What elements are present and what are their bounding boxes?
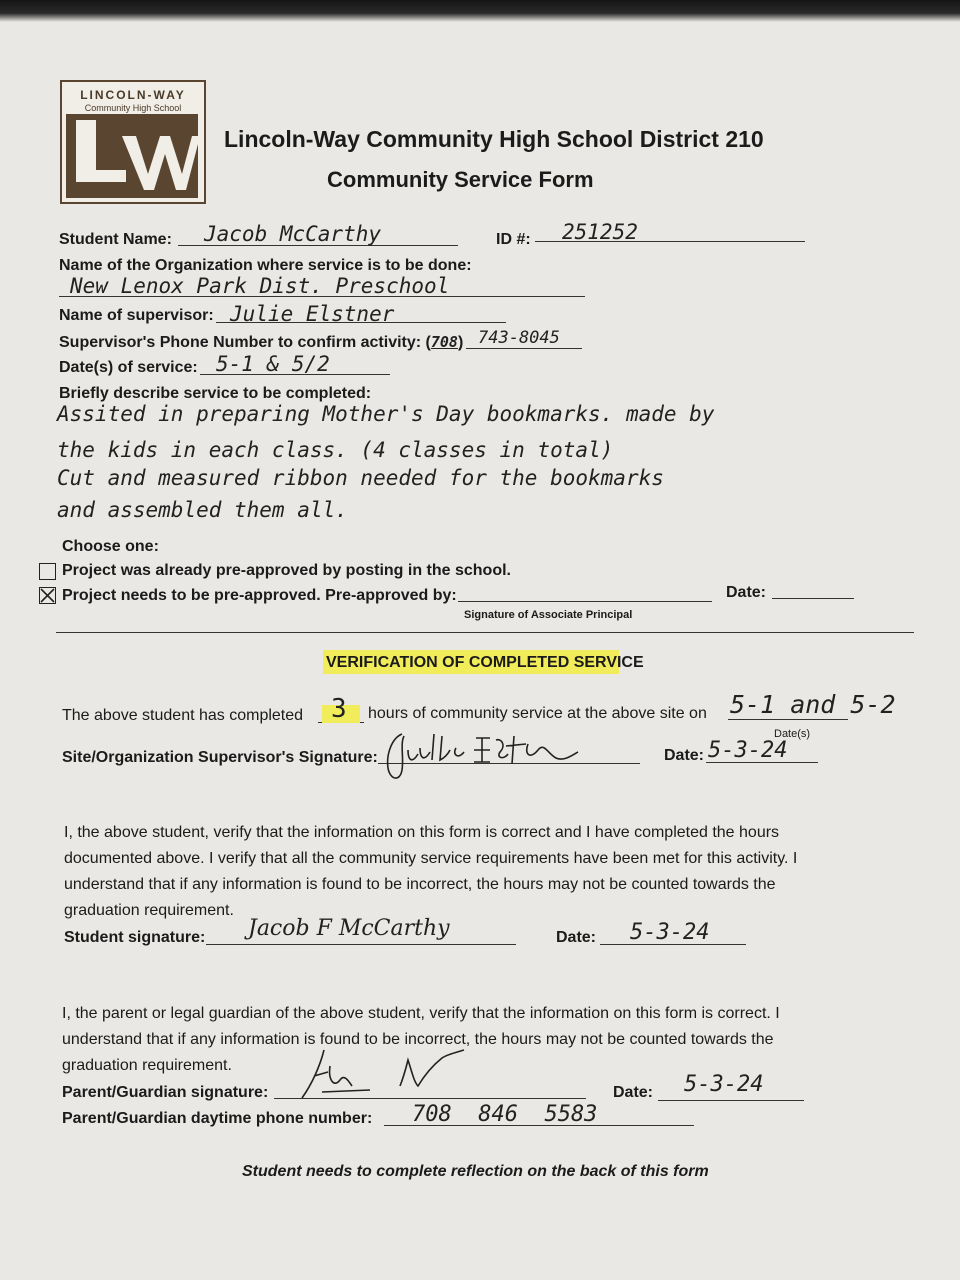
description-line-1[interactable]: Assited in preparing Mother's Day bookmarks. made by [57, 402, 715, 426]
parent-verify-line-3: graduation requirement. [62, 1057, 232, 1074]
logo-line2: Community High School [84, 103, 182, 113]
logo-lw-mark [66, 114, 198, 198]
needs-preapproval-checkbox[interactable] [39, 587, 56, 604]
associate-principal-caption: Signature of Associate Principal [464, 609, 633, 621]
district-logo [60, 80, 206, 204]
preapproved-checkbox[interactable] [39, 563, 56, 580]
parent-date-value[interactable]: 5-3-24 [684, 1072, 764, 1097]
associate-principal-signature-line [458, 601, 712, 602]
parent-phone-value[interactable]: 708 846 5583 [412, 1102, 598, 1127]
checkbox-x-mark-icon [40, 588, 55, 603]
student-signature-label: Student signature: [64, 929, 206, 946]
verification-heading: VERIFICATION OF COMPLETED SERVICE [326, 654, 644, 671]
supervisor-date-value[interactable]: 5-3-24 [708, 738, 788, 763]
preapproved-option-label: Project was already pre-approved by posting in the school. [62, 562, 511, 579]
footer-note: Student needs to complete reflection on the back of this form [242, 1163, 709, 1180]
parent-verify-line-1: I, the parent or legal guardian of the above student, verify that the information on this form is correct. I [62, 1005, 780, 1022]
student-name-value[interactable]: Jacob McCarthy [204, 222, 382, 246]
student-date-label: Date: [556, 929, 597, 946]
student-date-value[interactable]: 5-3-24 [630, 920, 710, 945]
student-signature-line [206, 944, 516, 945]
needs-preapproval-option-label: Project needs to be pre-approved. Pre-approved by: [62, 587, 457, 604]
hours-text-before: The above student has completed [62, 707, 304, 724]
supervisor-phone-label [59, 333, 463, 352]
parent-signature-label: Parent/Guardian signature: [62, 1084, 269, 1101]
dates-of-service-label: Date(s) of service: [59, 359, 198, 376]
hours-value[interactable]: 3 [331, 694, 347, 724]
parent-verify-line-2: understand that if any information is found to be incorrect, the hours may not be counted towards the [62, 1031, 774, 1048]
student-signature[interactable]: Jacob F McCarthy [248, 916, 450, 941]
site-dates-caption: Date(s) [774, 728, 811, 740]
dates-of-service-value[interactable]: 5-1 & 5/2 [216, 352, 330, 376]
student-verify-line-3: understand that if any information is found to be incorrect, the hours may not be counted towards the [64, 876, 776, 893]
supervisor-label: Name of supervisor: [59, 307, 214, 324]
supervisor-phone-value[interactable]: 743-8045 [478, 328, 560, 348]
description-line-2[interactable]: the kids in each class. (4 classes in total) [57, 438, 614, 462]
phone-label-text: Supervisor's Phone Number to confirm activity: ( [59, 334, 431, 351]
organization-label: Name of the Organization where service is to be done: [59, 257, 472, 274]
preapproval-date-line [772, 598, 854, 599]
student-verify-line-2: documented above. I verify that all the community service requirements have been met for this activity. I [64, 850, 798, 867]
description-line-3[interactable]: Cut and measured ribbon needed for the bookmarks [57, 466, 664, 490]
description-label: Briefly describe service to be completed: [59, 385, 372, 402]
supervisor-date-label: Date: [664, 747, 705, 764]
student-id-value[interactable]: 251252 [562, 220, 638, 244]
student-verify-paragraph [64, 820, 797, 924]
choose-one-label: Choose one: [62, 538, 159, 555]
parent-signature-scribble [294, 1046, 494, 1106]
supervisor-signature-scribble [378, 724, 598, 788]
supervisor-signature[interactable] [378, 724, 598, 793]
preapproval-date-label: Date: [726, 584, 767, 601]
parent-date-line [658, 1100, 804, 1101]
section-divider [56, 632, 914, 633]
organization-value[interactable]: New Lenox Park Dist. Preschool [70, 274, 450, 298]
student-id-label: ID #: [496, 231, 531, 248]
phone-area-code[interactable]: 708 [430, 333, 458, 351]
parent-date-label: Date: [613, 1084, 654, 1101]
student-verify-line-4: graduation requirement. [64, 902, 234, 919]
site-dates-line [728, 719, 848, 720]
photo-edge-shadow [0, 0, 960, 22]
site-dates-value[interactable]: 5-1 and 5-2 [730, 690, 896, 719]
form-title: Lincoln-Way Community High School District 210 [224, 126, 764, 152]
hours-text-after: hours of community service at the above site on [368, 705, 707, 722]
supervisor-value[interactable]: Julie Elstner [230, 302, 395, 326]
description-line-4[interactable]: and assembled them all. [57, 498, 348, 522]
form-subtitle: Community Service Form [327, 167, 594, 192]
logo-line1: LINCOLN-WAY [80, 88, 186, 102]
student-name-label: Student Name: [59, 231, 172, 248]
phone-close-paren: ) [457, 334, 464, 351]
supervisor-phone-line [466, 348, 582, 349]
supervisor-signature-label: Site/Organization Supervisor's Signature: [62, 749, 378, 766]
student-verify-line-1: I, the above student, verify that the information on this form is correct and I have completed the hours [64, 824, 780, 841]
parent-phone-label: Parent/Guardian daytime phone number: [62, 1110, 373, 1127]
